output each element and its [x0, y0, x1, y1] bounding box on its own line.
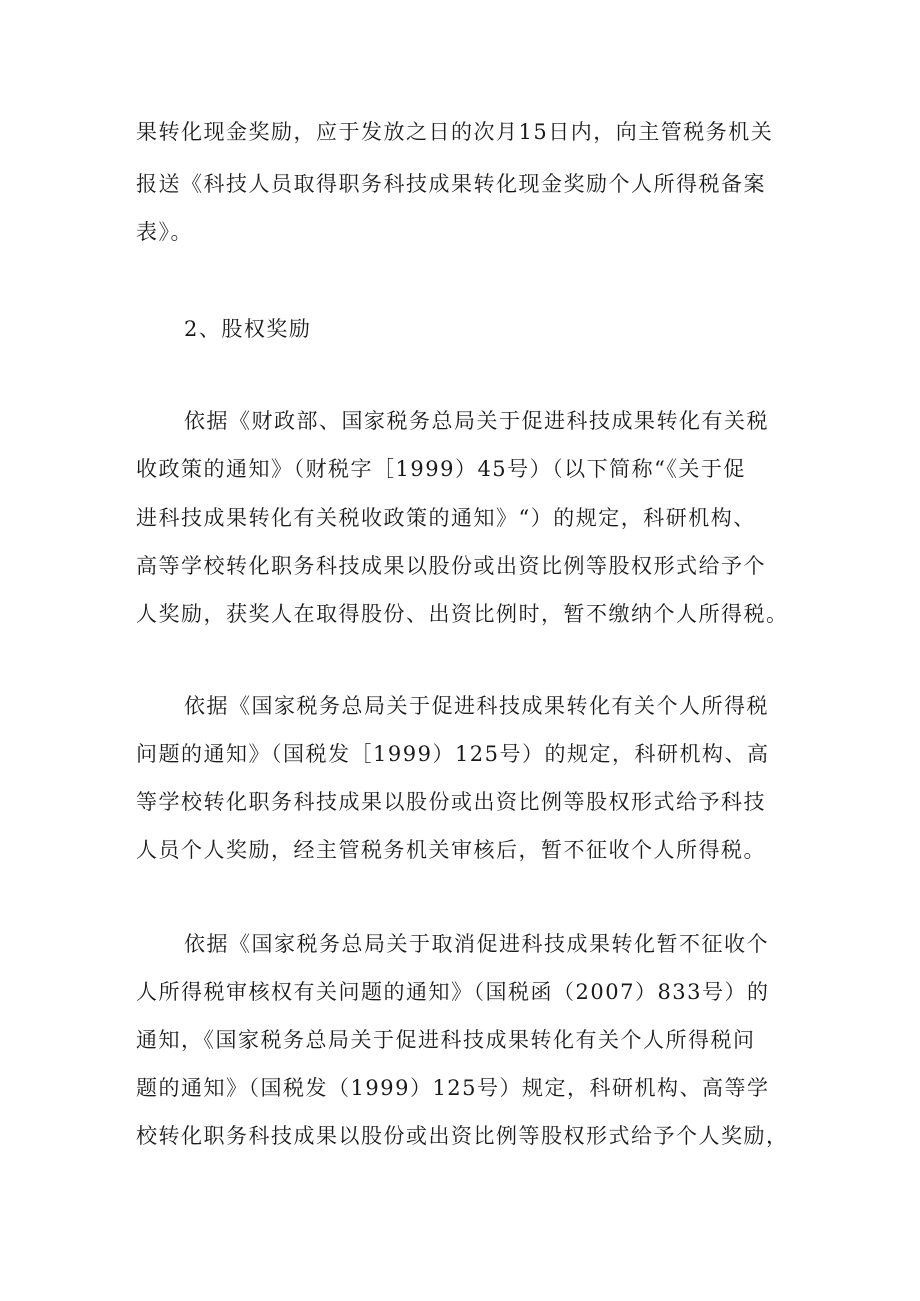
text-line: 报送《科技人员取得职务科技成果转化现金奖励个人所得税备案	[136, 172, 766, 196]
text-line: 收政策的通知》（财税字［1999）45号）（以下简称“《关于促	[136, 457, 746, 481]
text-line: 表》。	[136, 220, 193, 244]
text-line: 通知，《国家税务总局关于促进科技成果转化有关个人所得税问	[136, 1028, 756, 1052]
text-line: 进科技成果转化有关税收政策的通知》“）的规定，科研机构、	[136, 506, 756, 530]
section-heading: 2、股权奖励	[184, 317, 312, 341]
text-line: 依据《国家税务总局关于取消促进科技成果转化暂不征收个	[184, 932, 769, 956]
text-line: 问题的通知》（国税发［1999）125号）的规定，科研机构、高	[136, 742, 770, 766]
text-line: 等学校转化职务科技成果以股份或出资比例等股权形式给予科技	[136, 790, 766, 814]
text-line: 依据《财政部、国家税务总局关于促进科技成果转化有关税	[184, 409, 769, 433]
text-line: 校转化职务科技成果以股份或出资比例等股权形式给予个人奖励，	[136, 1124, 789, 1148]
text-line: 人所得税审核权有关问题的通知》（国税函（2007）833号）的	[136, 980, 770, 1004]
text-line: 果转化现金奖励，应于发放之日的次月15日内，向主管税务机关	[136, 120, 774, 144]
text-line: 依据《国家税务总局关于促进科技成果转化有关个人所得税	[184, 694, 769, 718]
text-line: 题的通知》（国税发（1999）125号）规定，科研机构、高等学	[136, 1076, 770, 1100]
text-line: 人奖励，获奖人在取得股份、出资比例时，暂不缴纳个人所得税。	[136, 602, 789, 626]
text-line: 高等学校转化职务科技成果以股份或出资比例等股权形式给予个	[136, 554, 766, 578]
text-line: 人员个人奖励，经主管税务机关审核后，暂不征收个人所得税。	[136, 838, 766, 862]
